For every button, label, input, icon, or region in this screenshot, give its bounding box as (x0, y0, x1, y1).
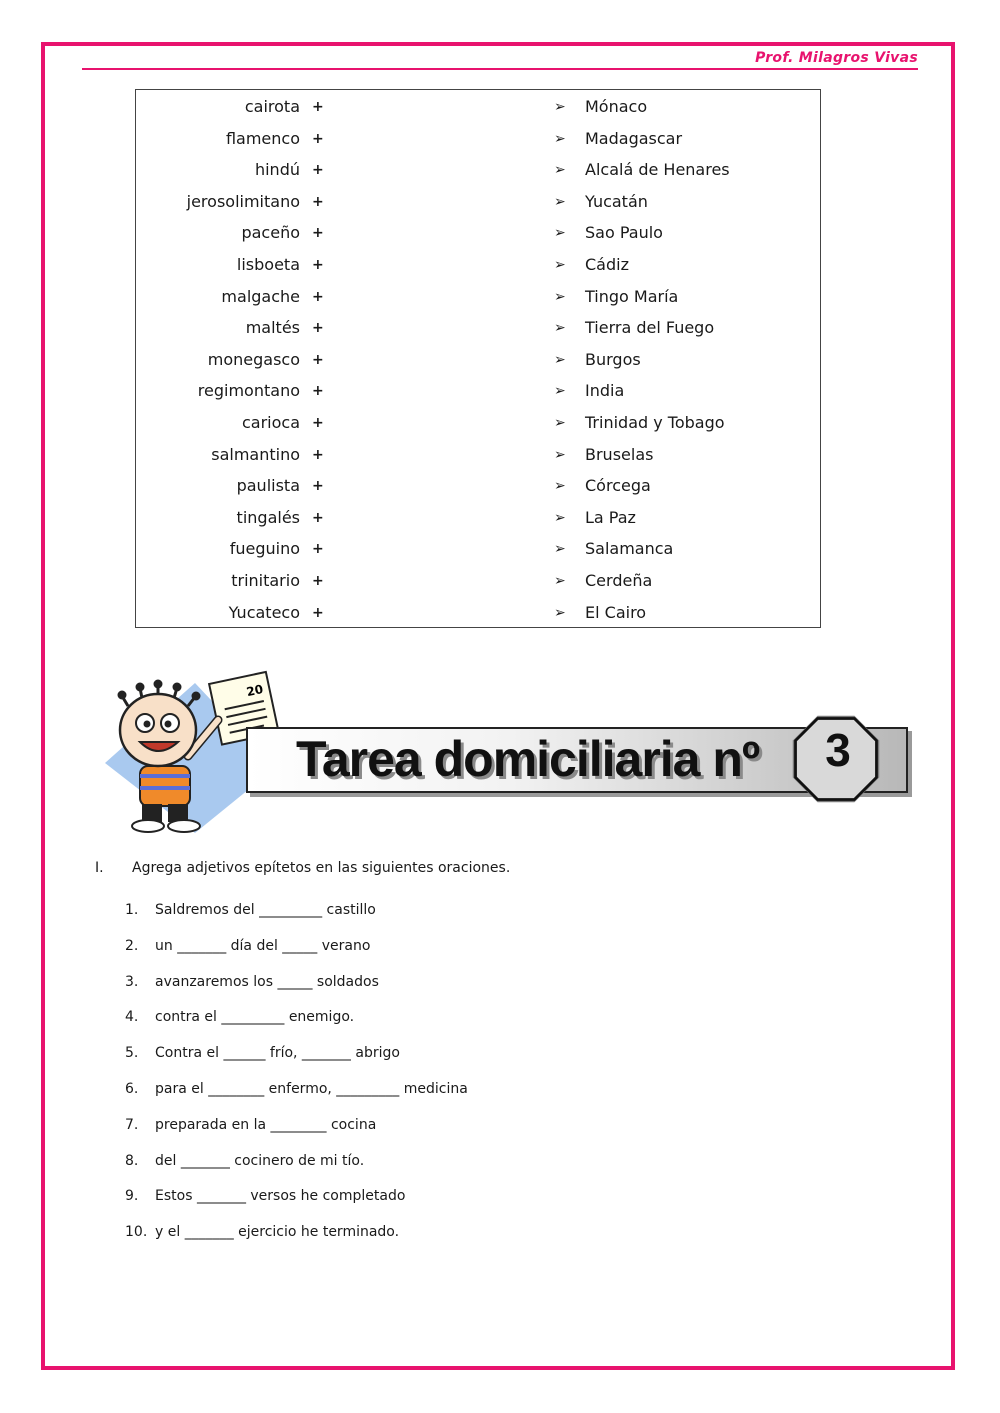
exercise-item-text: Saldremos del _________ castillo (155, 902, 376, 918)
demonym-label: maltés (245, 318, 300, 338)
exercise-item-number: 8. (125, 1152, 139, 1169)
arrow-bullet-icon: ➢ (554, 99, 566, 115)
place-label: Córcega (585, 476, 651, 496)
exercise-item-text: Estos _______ versos he completado (155, 1188, 406, 1205)
exercise-item-number: 6. (125, 1081, 139, 1097)
arrow-bullet-icon: ➢ (554, 541, 566, 558)
exercise-item (125, 1224, 399, 1240)
exercise-item-text: Contra el ______ frío, _______ abrigo (155, 1045, 400, 1062)
exercise-item (125, 1153, 364, 1169)
demonym-label: hindú (254, 160, 300, 180)
demonym-label: salmantino (211, 444, 300, 464)
place-label: Bruselas (585, 444, 654, 464)
exercise-item (125, 1117, 376, 1133)
place-label: La Paz (585, 507, 636, 527)
arrow-bullet-icon: ➢ (554, 288, 566, 305)
place-label: Cádiz (585, 255, 629, 274)
arrow-bullet-icon: ➢ (554, 573, 566, 589)
place-label: Tierra del Fuego (585, 318, 715, 338)
arrow-bullet-icon: ➢ (554, 257, 566, 273)
exercise-item-text: del _______ cocinero de mi tío. (155, 1152, 365, 1169)
demonym-label: paulista (236, 476, 300, 496)
exercise-item-text: para el ________ enfermo, _________ medicina (155, 1081, 468, 1097)
demonym-label: malgache (221, 286, 300, 306)
plus-icon: + (312, 225, 324, 242)
arrow-bullet-icon: ➢ (554, 193, 566, 210)
plus-icon: + (312, 446, 324, 463)
place-label: Sao Paulo (585, 223, 663, 243)
homework-banner (100, 668, 920, 838)
matching-row (136, 599, 820, 627)
demonym-label: carioca (241, 413, 300, 432)
exercise-item-number: 2. (125, 937, 139, 954)
matching-table (135, 89, 821, 628)
place-label: Tingo María (585, 286, 679, 306)
exercise-item (125, 1188, 405, 1204)
place-label: Yucatán (585, 191, 648, 211)
matching-row (136, 472, 820, 500)
plus-icon: + (312, 99, 324, 115)
arrow-bullet-icon: ➢ (554, 478, 566, 495)
demonym-label: flamenco (225, 128, 300, 148)
plus-icon: + (312, 130, 324, 147)
place-label: Cerdeña (585, 571, 653, 590)
matching-row (136, 409, 820, 437)
exercise-item (125, 1009, 354, 1025)
demonym-label: Yucateco (228, 602, 300, 622)
matching-row (136, 377, 820, 405)
matching-row (136, 535, 820, 563)
paper-grade: 20 (245, 682, 265, 700)
matching-row (136, 93, 820, 121)
exercise-item-number: 9. (125, 1188, 139, 1205)
arrow-bullet-icon: ➢ (554, 351, 566, 368)
exercise-item-text: avanzaremos los _____ soldados (155, 973, 379, 990)
arrow-bullet-icon: ➢ (554, 320, 566, 337)
demonym-label: fueguino (229, 539, 300, 559)
place-label: India (585, 381, 625, 401)
exercise-item-number: 10. (125, 1224, 148, 1241)
exercise-item-number: 4. (125, 1009, 139, 1026)
banner-title: Tarea domiciliaria nº (296, 731, 760, 787)
demonym-label: tingalés (236, 507, 300, 527)
matching-row (136, 283, 820, 311)
matching-row (136, 125, 820, 153)
plus-icon: + (312, 573, 324, 589)
demonym-label: paceño (241, 223, 300, 243)
place-label: Madagascar (585, 128, 683, 148)
author-header: Prof. Milagros Vivas (755, 50, 918, 66)
place-label: Burgos (585, 349, 641, 369)
arrow-bullet-icon: ➢ (554, 162, 566, 179)
demonym-label: jerosolimitano (186, 191, 300, 211)
exercise-item (125, 1081, 468, 1097)
exercise-item-text: contra el _________ enemigo. (155, 1009, 355, 1026)
matching-row (136, 346, 820, 374)
plus-icon: + (312, 541, 324, 558)
exercise-item-number: 5. (125, 1045, 139, 1062)
arrow-bullet-icon: ➢ (554, 604, 566, 621)
matching-row (136, 219, 820, 247)
place-label: Alcalá de Henares (585, 160, 730, 180)
exercise-item (125, 1045, 400, 1061)
plus-icon: + (312, 415, 324, 431)
place-label: Mónaco (585, 97, 648, 116)
exercise-item-text: preparada en la ________ cocina (155, 1116, 377, 1133)
matching-row (136, 504, 820, 532)
matching-row (136, 441, 820, 469)
exercise-item (125, 938, 370, 954)
arrow-bullet-icon: ➢ (554, 509, 566, 526)
exercise-item-number: 3. (125, 973, 139, 990)
demonym-label: monegasco (207, 349, 300, 369)
matching-row (136, 156, 820, 184)
exercise-instruction: Agrega adjetivos epítetos en las siguientes oraciones. (132, 860, 511, 876)
demonym-label: lisboeta (236, 255, 300, 274)
plus-icon: + (312, 257, 324, 273)
exercise-item-number: 1. (125, 902, 139, 918)
arrow-bullet-icon: ➢ (554, 446, 566, 463)
demonym-label: cairota (244, 97, 300, 116)
matching-row (136, 314, 820, 342)
arrow-bullet-icon: ➢ (554, 225, 566, 242)
matching-row (136, 567, 820, 595)
arrow-bullet-icon: ➢ (554, 415, 566, 431)
plus-icon: + (312, 351, 324, 368)
place-label: Salamanca (585, 539, 674, 559)
plus-icon: + (312, 383, 324, 400)
plus-icon: + (312, 288, 324, 305)
demonym-label: trinitario (231, 571, 300, 590)
header-divider (82, 68, 918, 70)
plus-icon: + (312, 604, 324, 621)
exercise-item-text: un _______ día del _____ verano (155, 937, 371, 954)
matching-row (136, 251, 820, 279)
plus-icon: + (312, 509, 324, 526)
matching-row (136, 188, 820, 216)
place-label: El Cairo (585, 602, 647, 622)
plus-icon: + (312, 162, 324, 179)
arrow-bullet-icon: ➢ (554, 130, 566, 147)
arrow-bullet-icon: ➢ (554, 383, 566, 400)
plus-icon: + (312, 193, 324, 210)
plus-icon: + (312, 320, 324, 337)
plus-icon: + (312, 478, 324, 495)
exercise-item-text: y el _______ ejercicio he terminado. (155, 1224, 400, 1241)
place-label: Trinidad y Tobago (585, 413, 725, 432)
demonym-label: regimontano (197, 381, 300, 401)
exercise-item (125, 974, 379, 990)
section-number: I. (95, 860, 104, 876)
exercise-item (125, 902, 376, 918)
exercise-item-number: 7. (125, 1116, 139, 1133)
homework-number: 3 (825, 724, 851, 776)
